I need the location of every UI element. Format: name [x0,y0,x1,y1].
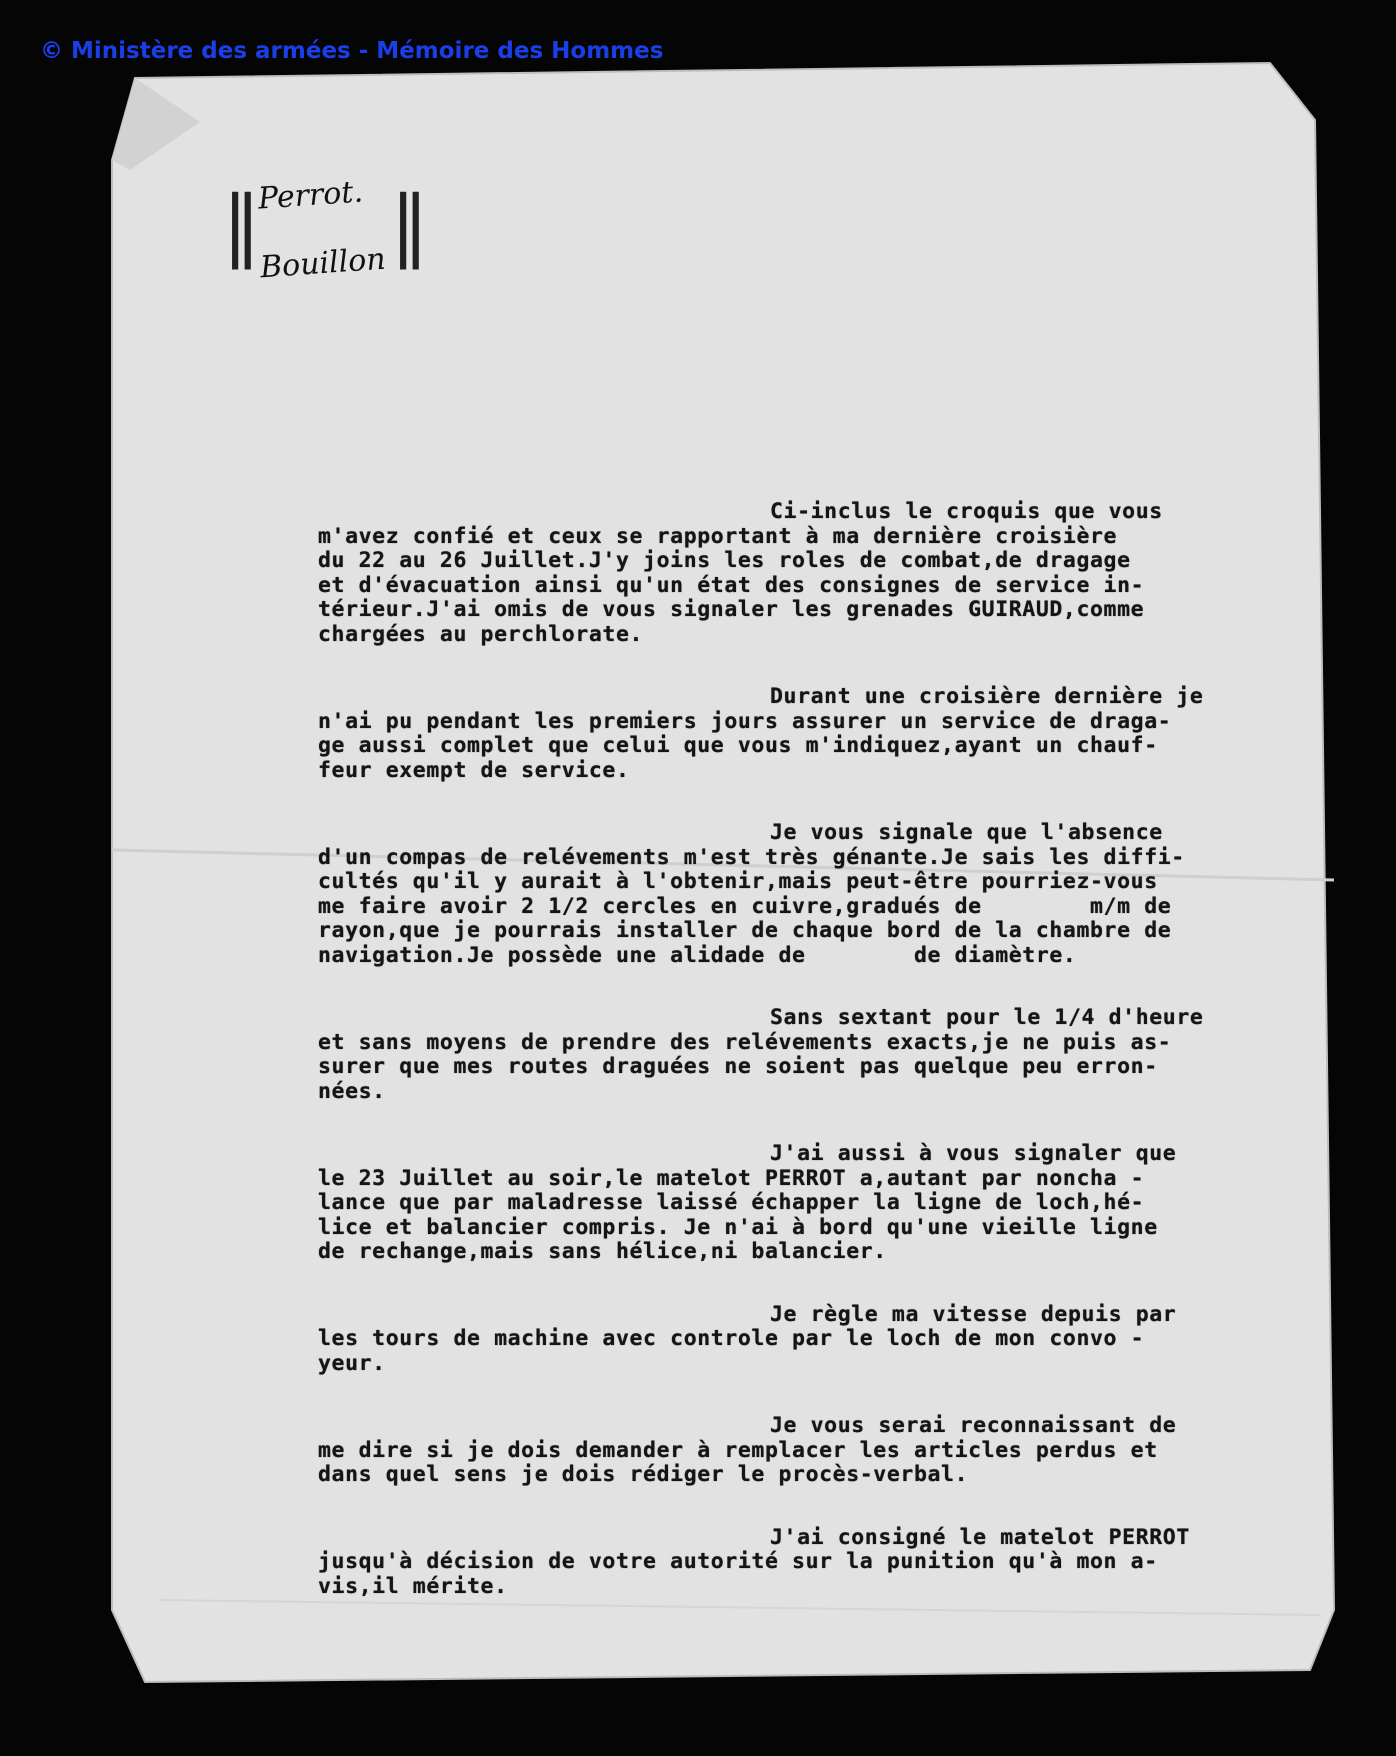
paragraph [318,1006,1278,1104]
text-line: Sans sextant pour le 1/4 d'heure [770,1005,1204,1030]
text-line: rayon,que je pourrais installer de chaque bord de la chambre de [318,918,1172,943]
paragraph [318,1303,1278,1377]
text-line: de rechange,mais sans hélice,ni balancier. [318,1239,887,1264]
text-line: du 22 au 26 Juillet.J'y joins les roles de combat,de dragage [318,548,1131,573]
paragraph [318,1526,1278,1600]
text-line: me dire si je dois demander à remplacer les articles perdus et [318,1437,1158,1463]
text-line: Je vous serai reconnaissant de [770,1413,1177,1438]
paragraph [318,685,1278,783]
text-line: térieur.J'ai omis de vous signaler les grenades GUIRAUD,comme [318,597,1145,622]
watermark: © Ministère des armées - Mémoire des Hommes [40,38,664,64]
text-line: navigation.Je possède une alidade de de diamètre. [318,942,1077,968]
text-line: J'ai consigné le matelot PERROT [770,1524,1190,1550]
text-line: ge aussi complet que celui que vous m'indiquez,ayant un chauf- [318,733,1158,758]
text-line: dans quel sens je dois rédiger le procès-verbal. [318,1462,969,1487]
text-line: lice et balancier compris. Je n'ai à bord qu'une vieille ligne [318,1214,1158,1240]
margin-note-line1: Perrot. [256,174,365,217]
paragraph [318,1142,1278,1265]
text-line: Ci-inclus le croquis que vous [770,499,1163,524]
paragraph [318,821,1278,968]
text-line: et d'évacuation ainsi qu'un état des consignes de service in- [318,572,1145,598]
margin-note-line2: Bouillon [258,241,387,286]
text-line: Durant une croisière dernière je [770,684,1204,709]
text-line: Je règle ma vitesse depuis par [770,1301,1177,1327]
text-line: Je vous signale que l'absence [770,820,1163,845]
text-line: vis,il mérite. [318,1573,508,1599]
text-line: feur exempt de service. [318,757,630,783]
text-line: yeur. [318,1350,386,1376]
handwritten-margin-note: ‖ ‖ Perrot. Bouillon [222,174,429,286]
text-line: n'ai pu pendant les premiers jours assurer un service de draga- [318,708,1172,734]
text-line: lance que par maladresse laissé échapper la ligne de loch,hé- [318,1190,1145,1215]
text-line: d'un compas de relévements m'est très génante.Je sais les diffi- [318,844,1185,870]
paragraph [318,1414,1278,1488]
text-line: chargées au perchlorate. [318,621,644,647]
text-line: J'ai aussi à vous signaler que [770,1141,1177,1166]
text-line: cultés qu'il y aurait à l'obtenir,mais peut-être pourriez-vous [318,869,1158,894]
text-line: m'avez confié et ceux se rapportant à ma dernière croisière [318,523,1118,549]
text-line: me faire avoir 2 1/2 cercles en cuivre,gradués de m/m de [318,893,1172,919]
text-line: le 23 Juillet au soir,le matelot PERROT a,autant par noncha - [318,1165,1145,1191]
text-line: jusqu'à décision de votre autorité sur la punition qu'à mon a- [318,1549,1158,1574]
paragraph [318,500,1278,647]
text-line: les tours de machine avec controle par le loch de mon convo - [318,1326,1145,1351]
text-line: nées. [318,1078,386,1104]
letter-body [318,500,1278,1637]
text-line: surer que mes routes draguées ne soient pas quelque peu erron- [318,1054,1158,1079]
text-line: et sans moyens de prendre des relévements exacts,je ne puis as- [318,1029,1172,1055]
